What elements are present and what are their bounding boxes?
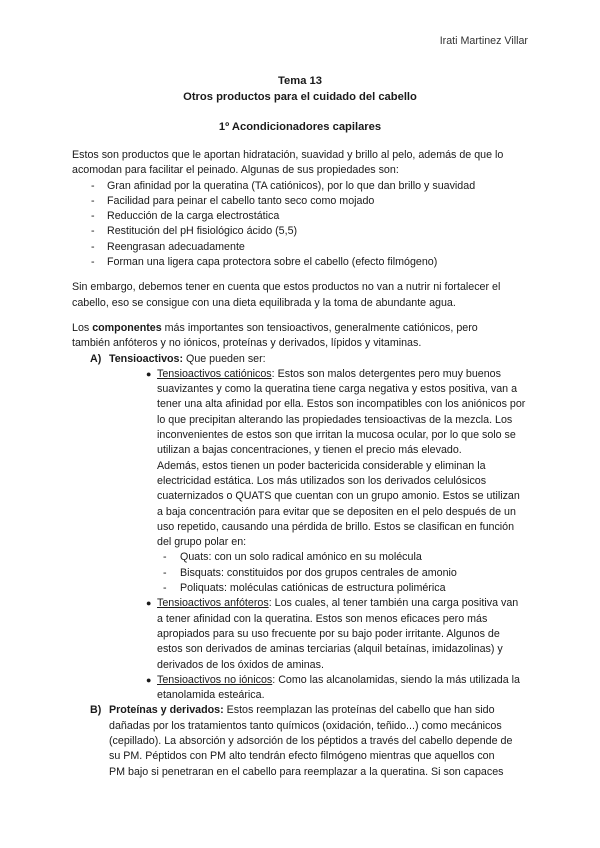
- text-line: [72, 321, 542, 336]
- text-line: a baja concentración para evitar que se depositen en el pelo después de un: [157, 505, 516, 518]
- text-line: Además, estos tienen un poder bactericida considerable y eliminan la: [157, 459, 486, 472]
- bullet-marker: ●: [146, 368, 152, 379]
- bold-term: componentes: [92, 321, 162, 334]
- author-header: Irati Martinez Villar: [439, 35, 528, 47]
- page-subtitle: Otros productos para el cuidado del cabello: [183, 91, 417, 103]
- text-line: a tener afinidad con la queratina. Estos son menos eficaces pero más: [157, 612, 488, 625]
- document-body: [72, 148, 542, 780]
- text-line: del grupo polar en:: [157, 536, 247, 549]
- text-line: su PM. Péptidos con PM alto tendrán efecto filmógeno mientras que aquellos con: [109, 750, 495, 763]
- text-line: derivados de los óxidos de aminas.: [157, 658, 324, 671]
- text-line: acomodan para facilitar el peinado. Algunas de sus propiedades son:: [72, 164, 399, 177]
- list-item-a: [72, 352, 542, 367]
- text-line: también anfóteros y no iónicos, proteínas y derivados, lípidos y vitaminas.: [72, 337, 422, 350]
- page-title: Tema 13: [278, 75, 322, 87]
- text: : Estos son malos detergentes pero muy buenos: [271, 367, 501, 380]
- bold-term: Tensioactivos:: [109, 352, 184, 365]
- bullet-marker: ●: [146, 598, 152, 609]
- type-item: [72, 581, 542, 596]
- text: : Como las alcanolamidas, siendo la más utilizada la: [272, 673, 520, 686]
- dash-marker: -: [163, 566, 167, 579]
- text: Los: [72, 321, 93, 334]
- text-line: cuaternizados o QUATS que cuentan con un grupo amonio. Estos se utilizan: [157, 490, 520, 503]
- type-item: [72, 550, 542, 565]
- dash-marker: -: [91, 240, 95, 253]
- bullet-item-amphoteric: [72, 596, 542, 611]
- property-item: [72, 224, 542, 239]
- property-item: [72, 255, 542, 270]
- property-item: [72, 179, 542, 194]
- text-line: lo que precipitan alterando las propiedades tensioactivas de la mezcla. Los: [157, 413, 513, 426]
- text-line: (cepillado). La absorción y adsorción de los péptidos a través del cabello depende de: [109, 734, 513, 747]
- dash-marker: -: [91, 225, 95, 238]
- text-line: cabello, eso se consigue con una dieta equilibrada y la toma de abundante agua.: [72, 296, 456, 309]
- property-text: Restitución del pH fisiológico ácido (5,5): [107, 225, 298, 238]
- dash-marker: -: [91, 194, 95, 207]
- bullet-item-nonionic: [72, 673, 542, 688]
- text: más importantes son tensioactivos, generalmente catiónicos, pero: [161, 321, 478, 334]
- list-marker: A): [90, 352, 102, 365]
- dash-marker: -: [163, 551, 167, 564]
- property-text: Forman una ligera capa protectora sobre el cabello (efecto filmógeno): [107, 256, 438, 269]
- text: Estos reemplazan las proteínas del cabello que han sido: [223, 704, 495, 717]
- property-text: Reengrasan adecuadamente: [107, 240, 245, 253]
- underlined-term: Tensioactivos no iónicos: [157, 673, 273, 686]
- text-line: uso repetido, causando una pérdida de brillo. Estos se clasifican en función: [157, 520, 515, 533]
- list-marker: B): [90, 704, 102, 717]
- text-line: Estos son productos que le aportan hidratación, suavidad y brillo al pelo, además de que lo: [72, 149, 504, 161]
- list-item-b: [72, 703, 542, 718]
- type-item: [72, 566, 542, 581]
- property-item: [72, 209, 542, 224]
- text: Que pueden ser:: [183, 352, 266, 365]
- text-line: apropiados para su uso frecuente por su bajo poder irritante. Algunos de: [157, 627, 500, 640]
- bullet-marker: ●: [146, 674, 152, 685]
- text-line: dañadas por los tratamientos tanto químicos (oxidación, teñido...) como mecánicos: [109, 719, 502, 732]
- type-text: Quats: con un solo radical amónico en su molécula: [180, 551, 422, 564]
- property-text: Gran afinidad por la queratina (TA catiónicos), por lo que dan brillo y suavidad: [107, 179, 476, 192]
- underlined-term: Tensioactivos anfóteros: [157, 597, 269, 610]
- dash-marker: -: [163, 582, 167, 595]
- type-text: Bisquats: constituidos por dos grupos centrales de amonio: [180, 566, 457, 579]
- text-line: estos son derivados de aminas terciarias (alquil betaínas, imidazolinas) y: [157, 643, 503, 656]
- text-line: inconvenientes de estos son que irritan la mucosa ocular, por lo que solo se: [157, 429, 516, 442]
- property-item: [72, 240, 542, 255]
- text-line: utilizan a bajas concentraciones, y tienen el precio más elevado.: [157, 444, 462, 457]
- section-heading: 1º Acondicionadores capilares: [218, 121, 382, 133]
- text-line: Sin embargo, debemos tener en cuenta que estos productos no van a nutrir ni fortalecer el: [72, 281, 501, 294]
- text-line: suavizantes y como la queratina tiene carga negativa y estos positiva, van a: [157, 383, 518, 396]
- dash-marker: -: [91, 179, 95, 192]
- property-text: Facilidad para peinar el cabello tanto seco como mojado: [107, 194, 375, 207]
- dash-marker: -: [91, 256, 95, 269]
- property-item: [72, 194, 542, 209]
- bold-term: Proteínas y derivados:: [109, 704, 224, 717]
- property-text: Reducción de la carga electrostática: [107, 210, 280, 223]
- text-line: PM bajo si penetraran en el cabello para reemplazar a la queratina. Si son capaces: [109, 765, 504, 778]
- dash-marker: -: [91, 210, 95, 223]
- underlined-term: Tensioactivos catiónicos: [157, 367, 272, 380]
- type-text: Poliquats: moléculas catiónicas de estructura polimérica: [180, 582, 446, 595]
- text-line: tener una alta afinidad por ella. Estos son incompatibles con los aniónicos por: [157, 398, 526, 411]
- text-line: electricidad estática. Los más utilizados son los derivados celulósicos: [157, 474, 487, 487]
- text: : Los cuales, al tener también una carga positiva van: [268, 597, 519, 610]
- bullet-item-cationic: [72, 367, 542, 382]
- text-line: etanolamida esteárica.: [157, 689, 265, 702]
